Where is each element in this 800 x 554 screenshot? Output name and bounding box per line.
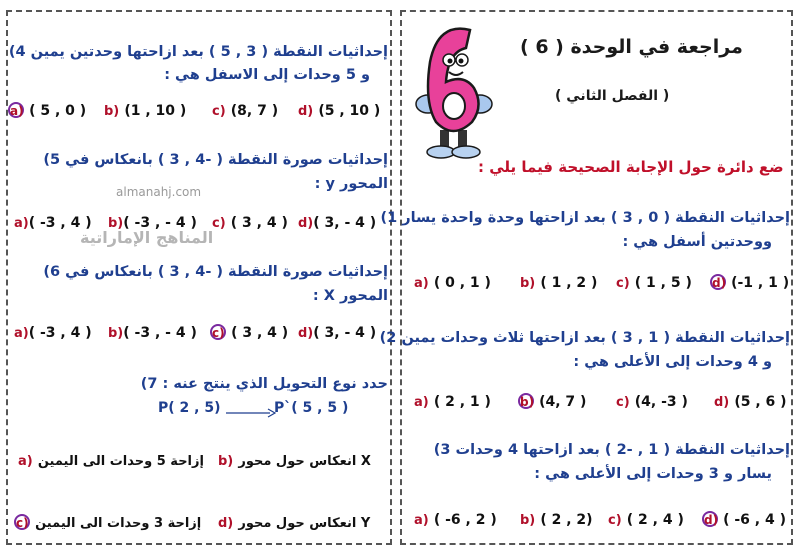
option-value: ( 3 , 4 ) [230,215,288,231]
option-letter: d) [298,104,314,119]
option-letter: b) [520,513,536,528]
option-value: إزاحة 3 وحدات الى اليمين [35,516,202,531]
option-letter: b) [104,104,120,119]
option-letter: a) [14,326,29,341]
q7-line1: حدد نوع التحويل الذي ينتج عنه : [162,376,388,392]
option-letter: b) [108,216,124,231]
q1-line2: ووحدتين أسفل هي : [622,234,772,250]
q1-option-b[interactable] [520,272,597,291]
q5-text [43,152,388,168]
instruction-text: ضع دائرة حول الإجابة الصحيحة فيما يلي : [478,158,784,176]
q7-option-c[interactable] [14,512,201,531]
q7-option-b[interactable] [218,450,371,469]
option-letter: a) [414,395,429,410]
option-value: (5 , 6 ) [734,394,787,410]
q6-option-b[interactable] [108,322,197,341]
option-value: ( -6 , 2 ) [433,512,497,528]
option-letter: d) [298,216,314,231]
option-letter: b) [520,276,536,291]
option-letter: d) [218,516,234,531]
q5-number: 5) [43,152,61,168]
option-value: انعكاس حول محور Y [238,516,371,531]
q3-line2: يسار و 3 وحدات إلى الأعلى هي : [534,466,772,482]
q2-option-b[interactable] [518,391,586,410]
q3-line1: إحداثيات النقطة ( 1 , -2 ) بعد ازاحتها 4 وحدات [455,442,790,458]
option-value: ( -6 , 4 ) [723,512,786,528]
q4-line2: و 5 وحدات إلى الاسفل هي : [164,67,370,83]
option-value: ( 3, - 4 ) [313,215,377,231]
q1-line1: إحداثيات النقطة ( 0 , 3 ) بعد ازاحتها وحدة واحدة يسار [402,210,790,226]
option-letter: b) [108,326,124,341]
option-value: (4, -3 ) [634,394,688,410]
q5-option-c[interactable] [212,212,288,231]
q6-line1: إحداثيات صورة النقطة ( -4 , 3 ) بانعكاس في [65,264,388,280]
option-value: إزاحة 5 وحدات الى اليمين [37,454,204,469]
circled-answer-mark: d) [712,276,727,290]
option-value: ( 3 , 4 ) [231,325,289,341]
q3-option-a[interactable] [414,509,497,528]
circled-answer-mark: d) [704,513,719,527]
q2-option-c[interactable] [616,391,688,410]
option-value: (-1 , 1 ) [731,275,790,291]
circled-answer-mark: b) [520,395,535,409]
q1-option-a[interactable] [414,272,491,291]
q7-option-d[interactable] [218,512,370,531]
q5-option-b[interactable] [108,212,197,231]
option-letter: a) [414,513,429,528]
q3-option-d[interactable] [702,509,786,528]
q3-number: 3) [433,442,451,458]
q4-line1: إحداثيات النقطة ( 3 , 5 ) بعد ازاحتها وحدتين يمين [30,44,388,60]
option-letter: c) [616,276,630,291]
q7-text [141,376,388,392]
q7-point-from: P( 2 , 5) [158,400,221,416]
q2-number: 2) [379,330,397,346]
q6-text [43,264,388,280]
q4-option-b[interactable] [104,100,186,119]
option-value: ( -3 , - 4 ) [123,325,197,341]
q1-option-c[interactable] [616,272,692,291]
q3-text [434,442,790,458]
option-value: ( 5 , 0 ) [29,103,87,119]
option-letter: a) [18,454,33,469]
option-value: (8, 7 ) [230,103,279,119]
option-value: (4, 7 ) [539,394,587,410]
option-letter: c) [212,216,226,231]
option-letter: d) [714,395,730,410]
option-letter: c) [212,104,226,119]
q7-option-a[interactable] [18,450,204,469]
q3-option-b[interactable] [520,509,593,528]
option-value: ( -3 , 4 ) [28,215,92,231]
q4-option-d[interactable] [298,100,380,119]
q1-text [380,210,790,226]
option-value: ( 2 , 2) [540,512,593,528]
option-value: ( 1 , 2 ) [540,275,598,291]
option-letter: a) [414,276,429,291]
option-letter: c) [616,395,630,410]
option-value: (5 , 10 ) [318,103,381,119]
q4-option-c[interactable] [212,100,278,119]
mascot-six-icon [408,22,498,162]
option-value: انعكاس حول محور X [238,454,371,469]
option-value: ( 2 , 1 ) [433,394,491,410]
q2-option-d[interactable] [714,391,787,410]
option-value: ( 1 , 5 ) [634,275,692,291]
q5-option-a[interactable] [14,212,92,231]
page-title: مراجعة في الوحدة ( 6 ) [520,36,743,58]
q2-text [380,330,790,346]
circled-answer-mark: c) [16,516,29,530]
option-value: (1 , 10 ) [124,103,187,119]
q6-option-a[interactable] [14,322,92,341]
option-value: ( -3 , - 4 ) [123,215,197,231]
option-letter: c) [608,513,622,528]
q6-line2: المحور X : [312,288,388,304]
q4-number: 4) [8,44,26,60]
option-letter: a) [14,216,29,231]
q2-line1: إحداثيات النقطة ( 1 , 3 ) بعد ازاحتها ثلاث وحدات يمين [401,330,790,346]
q5-option-d[interactable] [298,212,376,231]
q4-text [9,44,388,60]
q6-option-d[interactable] [298,322,376,341]
option-value: ( 3, - 4 ) [313,325,377,341]
q1-number: 1) [380,210,398,226]
q5-line2: المحور y : [314,176,388,192]
q2-option-a[interactable] [414,391,491,410]
option-value: ( 0 , 1 ) [433,275,491,291]
watermark-name: المناهج الإماراتية [80,228,214,247]
option-letter: b) [218,454,234,469]
circled-answer-mark: c) [212,326,225,340]
option-letter: d) [298,326,314,341]
q6-number: 6) [43,264,61,280]
option-value: ( -3 , 4 ) [28,325,92,341]
arrow-right-icon [226,404,276,423]
page-subtitle: ( الفصل الثاني ) [555,88,670,104]
watermark-site: almanahj.com [116,185,202,199]
q2-line2: و 4 وحدات إلى الأعلى هي : [573,354,772,370]
q5-line1: إحداثيات صورة النقطة ( -4 , 3 ) بانعكاس في [65,152,388,168]
option-value: ( 2 , 4 ) [626,512,684,528]
q3-option-c[interactable] [608,509,684,528]
q4-option-a[interactable] [8,100,86,119]
q6-option-c[interactable] [210,322,288,341]
q1-option-d[interactable] [710,272,789,291]
q7-point-to: P`( 5 , 5 ) [274,400,349,416]
circled-answer-mark: a) [10,104,24,118]
q7-number: 7) [140,376,158,392]
